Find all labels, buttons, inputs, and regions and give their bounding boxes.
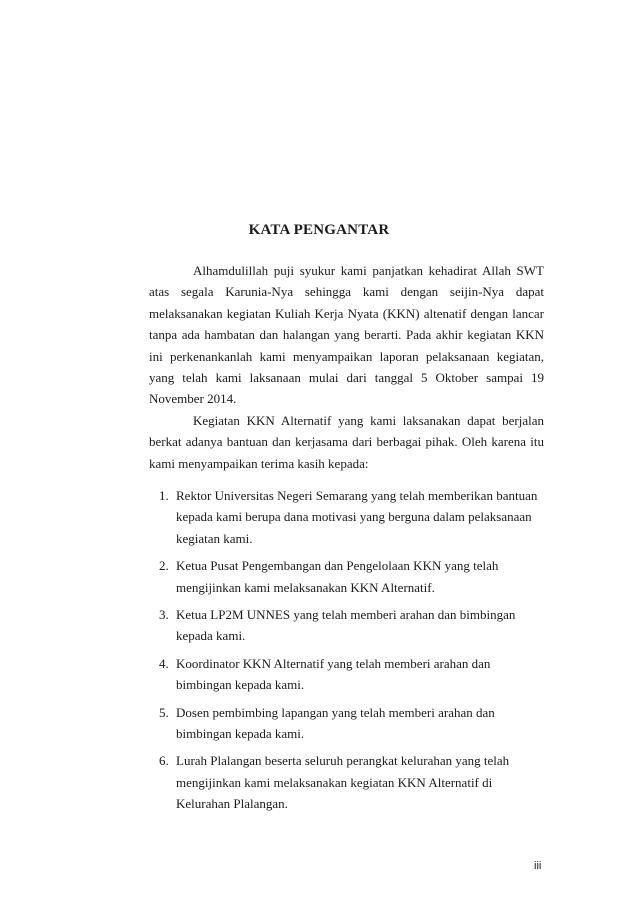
thanks-list (149, 485, 544, 821)
list-item-number: 5. (159, 704, 169, 720)
list-item (149, 485, 544, 549)
list-item-text: Ketua LP2M UNNES yang telah memberi arahan dan bimbingan kepada kami. (176, 607, 516, 644)
list-item-number: 4. (159, 655, 169, 671)
list-item-text: Rektor Universitas Negeri Semarang yang telah memberikan bantuan kepada kami berupa dana motivasi yang berguna dalam pelaksanaan kegiatan kami. (176, 488, 538, 546)
list-item-number: 6. (159, 753, 169, 769)
list-item-number: 3. (159, 607, 169, 623)
list-item-text: Ketua Pusat Pengembangan dan Pengelolaan KKN yang telah mengijinkan kami melaksanakan KKN Alternatif. (176, 558, 499, 595)
page-title: KATA PENGANTAR (248, 222, 390, 238)
list-item-text: Koordinator KKN Alternatif yang telah memberi arahan dan bimbingan kepada kami. (176, 655, 491, 693)
paragraph-thanks: Kegiatan KKN Alternatif yang kami laksanakan dapat berjalan berkat adanya bantuan dan kerjasama dari berbagai pihak. Oleh karena itu kami menyampaikan terima kasih kepada: (149, 413, 544, 471)
list-item-number: 2. (159, 558, 169, 574)
list-item (149, 702, 544, 745)
paragraph-intro: Alhamdulillah puji syukur kami panjatkan kehadirat Allah SWT atas segala Karunia-Nya sehingga kami dengan seijin-Nya dapat melaksanakan kegiatan Kuliah Kerja Nyata (KKN) altenatif dengan lancar tanpa ada hambatan dan halangan yang berarti. Pada akhir kegiatan KKN ini perkenankanlah kami menyampaikan laporan pelaksanaan kegiatan, yang telah kami laksanaan mulai dari tanggal 5 Oktober sampai 19 November 2014. (149, 263, 544, 407)
list-item-number: 1. (159, 488, 169, 503)
page-number: iii (534, 860, 542, 872)
list-item (149, 750, 544, 814)
list-item (149, 604, 544, 647)
list-item-text: Lurah Plalangan beserta seluruh perangkat kelurahan yang telah mengijinkan kami melaksanakan kegiatan KKN Alternatif di Kelurahan Plalangan. (176, 753, 510, 812)
list-item-text: Dosen pembimbing lapangan yang telah memberi arahan dan bimbingan kepada kami. (176, 704, 495, 742)
list-item (149, 555, 544, 598)
list-item (149, 653, 544, 696)
